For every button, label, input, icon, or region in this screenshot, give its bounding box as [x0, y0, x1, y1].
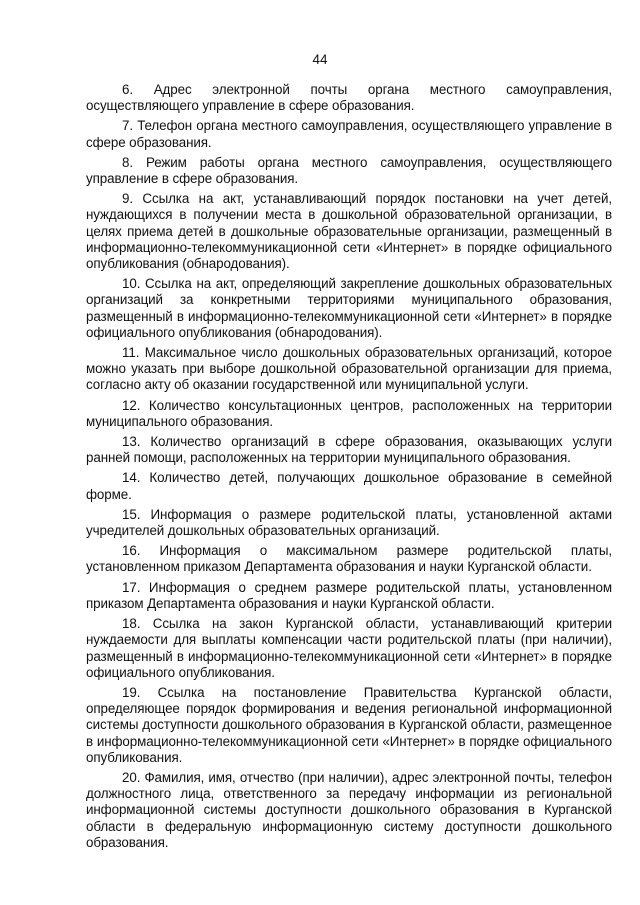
- list-item: 10. Ссылка на акт, определяющий закрепление дошкольных образовательных организаций за конкретными территориями муниципального образования, размещенный в информационно-телекоммуникационной сети «Интернет» в порядке официального опубликования (обнародования).: [86, 276, 612, 340]
- document-body: [86, 82, 612, 855]
- list-item: 19. Ссылка на постановление Правительства Курганской области, определяющее порядок формирования и ведения региональной информационной системы доступности дошкольного образования в Курганской области, размещенное в информационно-телекоммуникационной сети «Интернет» в порядке официального опубликования.: [86, 684, 612, 765]
- list-item: 18. Ссылка на закон Курганской области, устанавливающий критерии нуждаемости для выплаты компенсации части родительской платы (при наличии), размещенный в информационно-телекоммуникационной сети «Интернет» в порядке официального опубликования.: [86, 616, 612, 680]
- page-number: 44: [312, 52, 328, 67]
- list-item: 9. Ссылка на акт, устанавливающий порядок постановки на учет детей, нуждающихся в получении места в дошкольной образовательной организации, в целях приема детей в дошкольные образовательные организации, размещенный в информационно-телекоммуникационной сети «Интернет» в порядке официального опубликования (обнародования).: [86, 191, 612, 272]
- list-item: 20. Фамилия, имя, отчество (при наличии), адрес электронной почты, телефон должностного лица, ответственного за передачу информации из региональной информационной системы доступности дошкольного образования в Курганской области в федеральную информационную систему доступности дошкольного образования.: [86, 769, 612, 850]
- list-item: 7. Телефон органа местного самоуправления, осуществляющего управление в сфере образования.: [86, 118, 612, 150]
- list-item: 15. Информация о размере родительской платы, установленной актами учредителей дошкольных образовательных организаций.: [86, 506, 612, 539]
- list-item: 13. Количество организаций в сфере образования, оказывающих услуги ранней помощи, расположенных на территории муниципального образования.: [86, 434, 612, 466]
- list-item: 12. Количество консультационных центров, расположенных на территории муниципального образования.: [86, 397, 612, 429]
- list-item: 8. Режим работы органа местного самоуправления, осуществляющего управление в сфере образования.: [86, 154, 612, 187]
- list-item: 6. Адрес электронной почты органа местного самоуправления, осуществляющего управление в сфере образования.: [86, 82, 612, 114]
- list-item: 11. Максимальное число дошкольных образовательных организаций, которое можно указать при выборе дошкольной образовательной организации для приема, согласно акту об оказании государственной или муниципальной услуги.: [86, 345, 612, 393]
- list-item: 17. Информация о среднем размере родительской платы, установленном приказом Департамента образования и науки Курганской области.: [86, 579, 612, 611]
- list-item: 14. Количество детей, получающих дошкольное образование в семейной форме.: [86, 470, 612, 502]
- list-item: 16. Информация о максимальном размере родительской платы, установленном приказом Департамента образования и науки Курганской области.: [86, 543, 612, 575]
